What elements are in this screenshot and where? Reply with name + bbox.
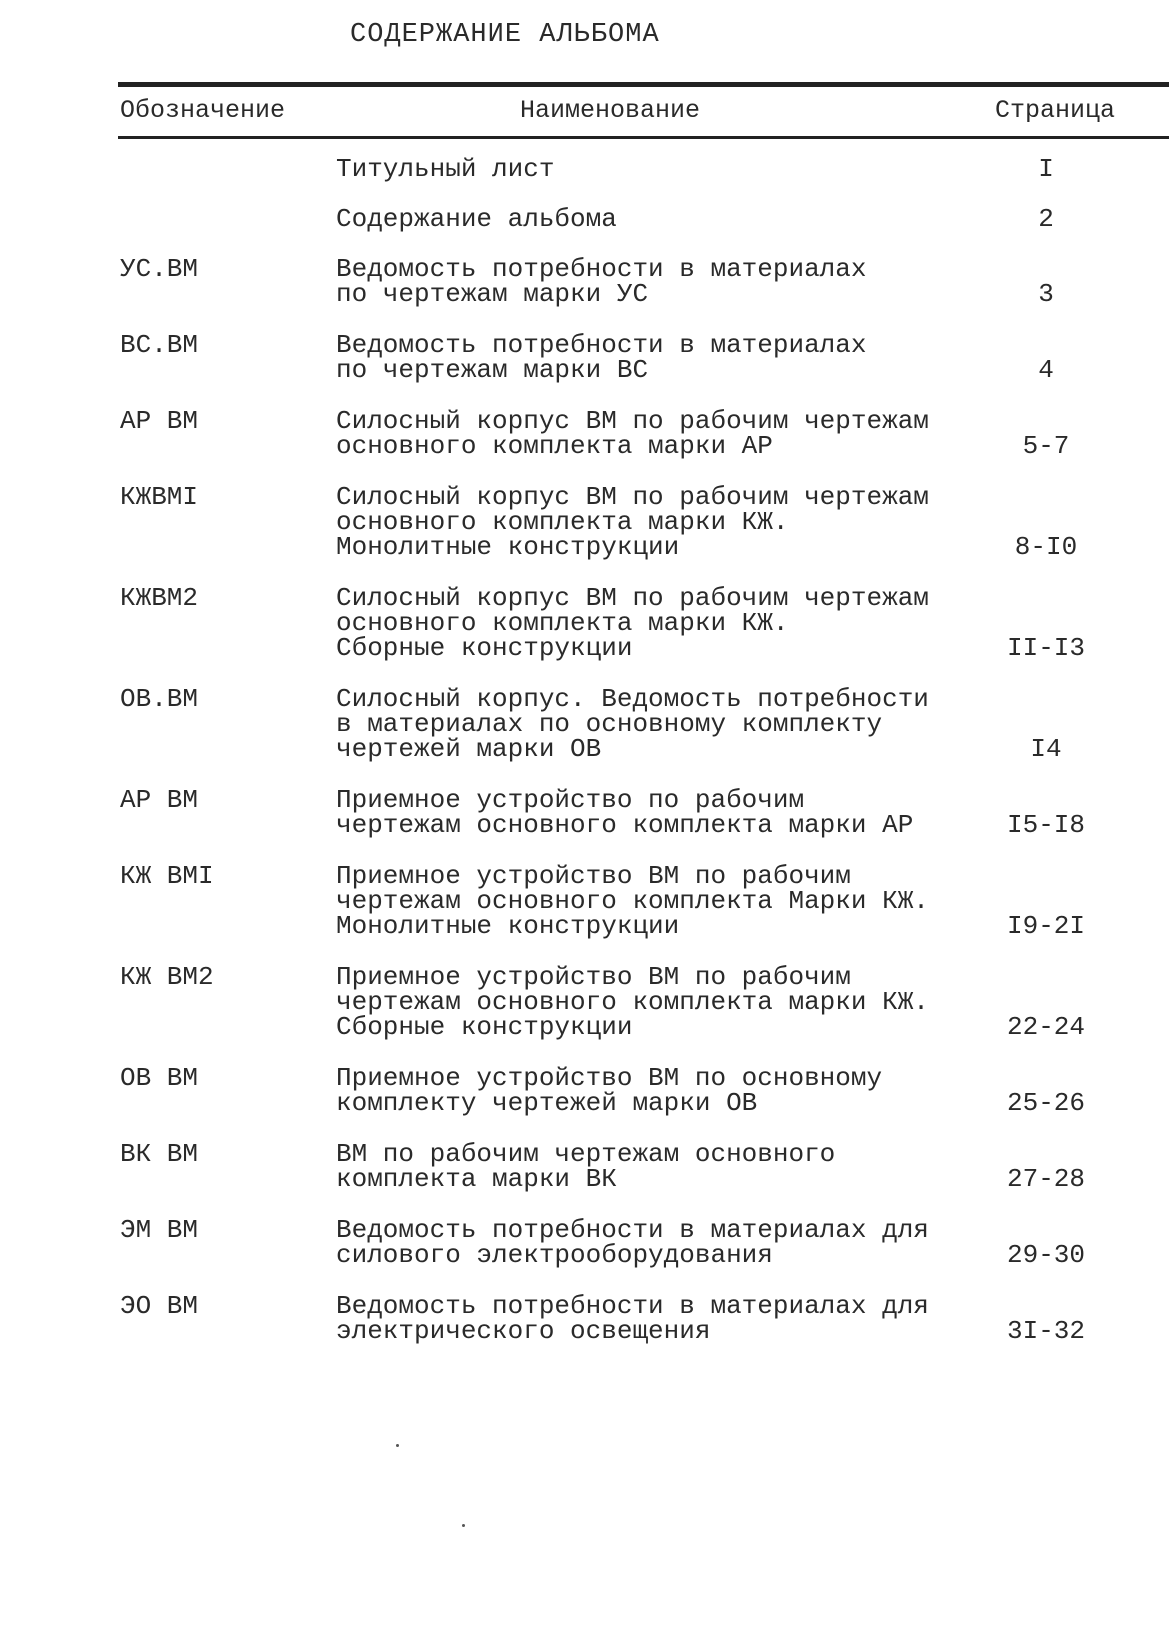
row-name (336, 785, 956, 840)
row-name-line: Силосный корпус ВМ по рабочим чертежам (336, 583, 929, 613)
row-page: II-I3 (1006, 633, 1085, 663)
row-name-line: Сборные конструкции (336, 633, 633, 663)
row-page: 27-28 (1006, 1164, 1085, 1194)
row-name (336, 1215, 956, 1270)
row-page: 3I-32 (1006, 1316, 1085, 1346)
row-name-line: Сборные конструкции (336, 1012, 633, 1042)
row-page: I9-2I (1006, 911, 1085, 941)
header-bottom-rule (118, 136, 1169, 139)
row-name-line: Силосный корпус ВМ по рабочим чертежам (336, 482, 929, 512)
row-name-line: основного комплекта марки КЖ. (336, 608, 789, 638)
row-page: 3 (1038, 279, 1054, 309)
row-name-line: Приемное устройство ВМ по рабочим (336, 861, 851, 891)
row-name (336, 1291, 956, 1346)
row-name (336, 962, 956, 1042)
column-header-page: Страница (995, 96, 1116, 125)
row-page: 2 (1038, 204, 1054, 234)
row-page: 4 (1038, 355, 1054, 385)
row-name (336, 1139, 956, 1194)
row-name-line: Приемное устройство по рабочим (336, 785, 805, 815)
row-page: 8-I0 (1014, 532, 1078, 562)
row-name-line: комплекта марки ВК (336, 1164, 617, 1194)
row-name-line: Приемное устройство ВМ по рабочим (336, 962, 851, 992)
row-code: АР ВМ (120, 785, 199, 815)
row-name-line: Ведомость потребности в материалах для (336, 1215, 929, 1245)
row-name-line: чертежам основного комплекта марки КЖ. (336, 987, 929, 1017)
row-code: АР ВМ (120, 406, 199, 436)
row-name-line: чертежей марки ОВ (336, 734, 602, 764)
row-name-line: по чертежам марки ВС (336, 355, 649, 385)
row-code: ЭО ВМ (120, 1291, 199, 1321)
row-code: ОВ.ВМ (120, 684, 199, 714)
row-name-line: Монолитные конструкции (336, 532, 680, 562)
row-name-line: основного комплекта марки АР (336, 431, 773, 461)
row-name (336, 684, 956, 764)
row-code: КЖВМ2 (120, 583, 199, 613)
row-name-line: по чертежам марки УС (336, 279, 649, 309)
row-name-line: чертежам основного комплекта Марки КЖ. (336, 886, 929, 916)
row-name-line: Ведомость потребности в материалах (336, 254, 867, 284)
page-title: СОДЕРЖАНИЕ АЛЬБОМА (350, 20, 660, 50)
row-name-line: Титульный лист (336, 154, 555, 184)
row-name-line: электрического освещения (336, 1316, 711, 1346)
row-name-line: комплекту чертежей марки ОВ (336, 1088, 758, 1118)
row-name-line: чертежам основного комплекта марки АР (336, 810, 914, 840)
row-page: I5-I8 (1006, 810, 1085, 840)
row-name-line: Ведомость потребности в материалах (336, 330, 867, 360)
row-name (336, 204, 956, 234)
row-name (336, 406, 956, 461)
row-name-line: Содержание альбома (336, 204, 617, 234)
column-header-code: Обозначение (120, 96, 286, 125)
row-name-line: Монолитные конструкции (336, 911, 680, 941)
row-code: КЖВМI (120, 482, 199, 512)
row-page: 5-7 (1022, 431, 1070, 461)
row-page: I4 (1030, 734, 1062, 764)
row-code: ЭМ ВМ (120, 1215, 199, 1245)
row-code: УС.ВМ (120, 254, 199, 284)
row-name-line: Ведомость потребности в материалах для (336, 1291, 929, 1321)
row-name (336, 482, 956, 562)
row-code: КЖ ВМ2 (120, 962, 214, 992)
row-name-line: Силосный корпус ВМ по рабочим чертежам (336, 406, 929, 436)
scan-speck (396, 1444, 399, 1447)
row-name (336, 1063, 956, 1118)
row-code: ОВ ВМ (120, 1063, 199, 1093)
row-name-line: Силосный корпус. Ведомость потребности (336, 684, 929, 714)
header-top-rule (118, 82, 1169, 87)
row-page: I (1038, 154, 1054, 184)
column-header-name: Наименование (520, 96, 701, 125)
row-name-line: в материалах по основному комплекту (336, 709, 883, 739)
row-name-line: силового электрооборудования (336, 1240, 773, 1270)
row-name (336, 583, 956, 663)
row-name-line: ВМ по рабочим чертежам основного (336, 1139, 836, 1169)
row-name (336, 330, 956, 385)
row-name (336, 861, 956, 941)
row-name-line: Приемное устройство ВМ по основному (336, 1063, 883, 1093)
scan-speck (462, 1524, 465, 1527)
row-page: 25-26 (1006, 1088, 1085, 1118)
row-code: КЖ ВМI (120, 861, 214, 891)
row-name (336, 154, 956, 184)
row-name-line: основного комплекта марки КЖ. (336, 507, 789, 537)
row-name (336, 254, 956, 309)
row-code: ВК ВМ (120, 1139, 199, 1169)
row-code: ВС.ВМ (120, 330, 199, 360)
row-page: 22-24 (1006, 1012, 1085, 1042)
row-page: 29-30 (1006, 1240, 1085, 1270)
